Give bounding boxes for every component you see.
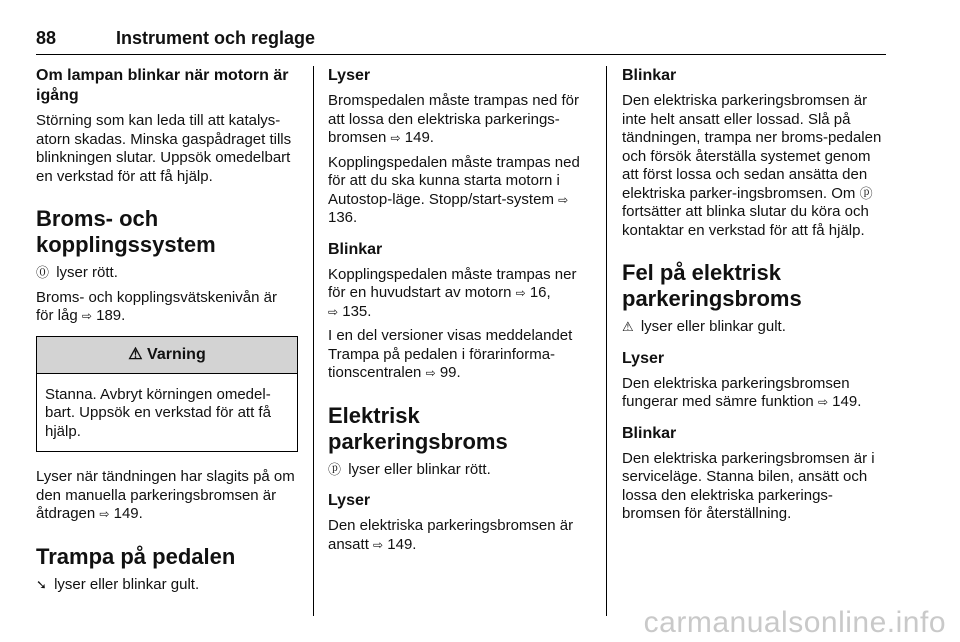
warning-icon: ⚠	[128, 345, 143, 363]
parking-brake-icon: ⓟ	[328, 461, 342, 477]
paragraph: ➘ lyser eller blinkar gult.	[36, 575, 200, 593]
column-1	[36, 66, 298, 600]
paragraph: Den elektriska parkeringsbromsen fungerar med sämre funktion ⇨ 149.	[622, 374, 862, 410]
paragraph: Den elektriska parkeringsbromsen är inte helt ansatt eller lossad. Slå på tändningen, trampa ner broms-pedalen och försök återställa systemet genom att först lossa och sedan ansätta den elektriska parker-ingsbromsen. Om ⓟ fortsätter att blinka slutar du köra och kontaktar en verkstad för att få hjälp.	[622, 92, 882, 239]
paragraph: ⓟ lyser eller blinkar rött.	[328, 460, 491, 478]
page-ref-link[interactable]: 149.	[387, 535, 417, 553]
page-ref-link[interactable]: 99.	[439, 364, 461, 381]
heading-lyser: Lyser	[328, 492, 371, 509]
heading-lyser: Lyser	[622, 349, 665, 367]
page-ref-icon: ⇨	[558, 192, 569, 207]
page-ref-link[interactable]: 149.	[404, 129, 434, 146]
page-ref-link[interactable]: 16,	[529, 284, 551, 301]
pedal-icon: ➘	[36, 576, 47, 592]
page-ref-icon: ⇨	[99, 507, 110, 521]
warning-title: Varning	[147, 345, 206, 363]
page-title: Instrument och reglage	[116, 28, 316, 48]
paragraph: Kopplingspedalen måste trampas ned för att du ska kunna starta motorn i Autostop-läge. Stopp/start-system ⇨ 136.	[328, 153, 580, 226]
parking-brake-icon: ⓟ	[859, 185, 873, 201]
page-ref-icon: ⇨	[81, 309, 92, 323]
brake-warning-icon: ⓪	[36, 265, 50, 280]
heading-electric-parking-brake: Elektrisk parkeringsbroms	[328, 402, 508, 454]
page-ref-icon: ⇨	[817, 395, 828, 409]
watermark: carmanualsonline.info	[643, 606, 946, 639]
page-ref-link[interactable]: 135.	[342, 302, 372, 320]
heading-epb-fault: Fel på elektrisk parkeringsbroms	[622, 260, 802, 311]
page-ref-link[interactable]: 149.	[832, 393, 862, 410]
page-ref-link[interactable]: 189.	[96, 307, 126, 324]
epb-fault-icon: ⚠	[622, 319, 634, 334]
heading-blinkar: Blinkar	[328, 240, 383, 258]
heading-lamp-blink: Om lampan blinkar när motorn är igång	[36, 67, 289, 104]
page-ref-icon: ⇨	[328, 304, 339, 319]
paragraph: Broms- och kopplingsvätskenivån är för låg ⇨ 189.	[36, 288, 277, 324]
paragraph: I en del versioner visas meddelandet Trampa på pedalen i förarinforma-tionscentralen ⇨ 99.	[328, 327, 573, 381]
page-ref-icon: ⇨	[425, 366, 436, 380]
warning-header	[37, 337, 297, 374]
page-ref-icon: ⇨	[515, 286, 526, 300]
page-ref-link[interactable]: 149.	[113, 505, 143, 522]
page-ref-icon: ⇨	[373, 537, 384, 552]
heading-lyser: Lyser	[328, 67, 371, 84]
paragraph: ⓪ lyser rött.	[36, 264, 118, 281]
page-header	[36, 28, 886, 55]
column-divider	[606, 66, 607, 616]
heading-blinkar: Blinkar	[622, 424, 677, 442]
warning-text: Stanna. Avbryt körningen omedel-bart. Uppsök en verkstad för att få hjälp.	[45, 385, 271, 440]
paragraph: Bromspedalen måste trampas ned för att lossa den elektriska parkerings-bromsen ⇨ 149.	[328, 92, 579, 146]
page-ref-icon: ⇨	[390, 131, 401, 145]
heading-press-pedal: Trampa på pedalen	[36, 543, 236, 569]
column-3	[622, 66, 888, 530]
heading-brake-clutch: Broms- och kopplingssystem	[36, 206, 216, 257]
column-2	[328, 66, 592, 560]
heading-blinkar: Blinkar	[622, 67, 677, 84]
paragraph: ⚠ lyser eller blinkar gult.	[622, 318, 786, 335]
paragraph: Störning som kan leda till att katalys-atorn skadas. Minska gaspådraget tills blinkningen slutar. Uppsök omedelbart en verkstad för att få hjälp.	[36, 112, 292, 185]
column-divider	[313, 66, 314, 616]
paragraph: Den elektriska parkeringsbromsen är ansatt ⇨ 149.	[328, 517, 574, 553]
page-ref-link[interactable]: 136.	[328, 209, 358, 226]
paragraph: Lyser när tändningen har slagits på om den manuella parkeringsbromsen är åtdragen ⇨ 149.	[36, 468, 295, 522]
paragraph: Den elektriska parkeringsbromsen är i serviceläge. Stanna bilen, ansätt och lossa den elektriska parkerings-bromsen för återställning.	[622, 449, 875, 522]
paragraph: Kopplingspedalen måste trampas ner för en huvudstart av motorn ⇨ 16, ⇨ 135.	[328, 265, 577, 320]
warning-box	[36, 336, 298, 453]
page-number: 88	[36, 28, 57, 48]
